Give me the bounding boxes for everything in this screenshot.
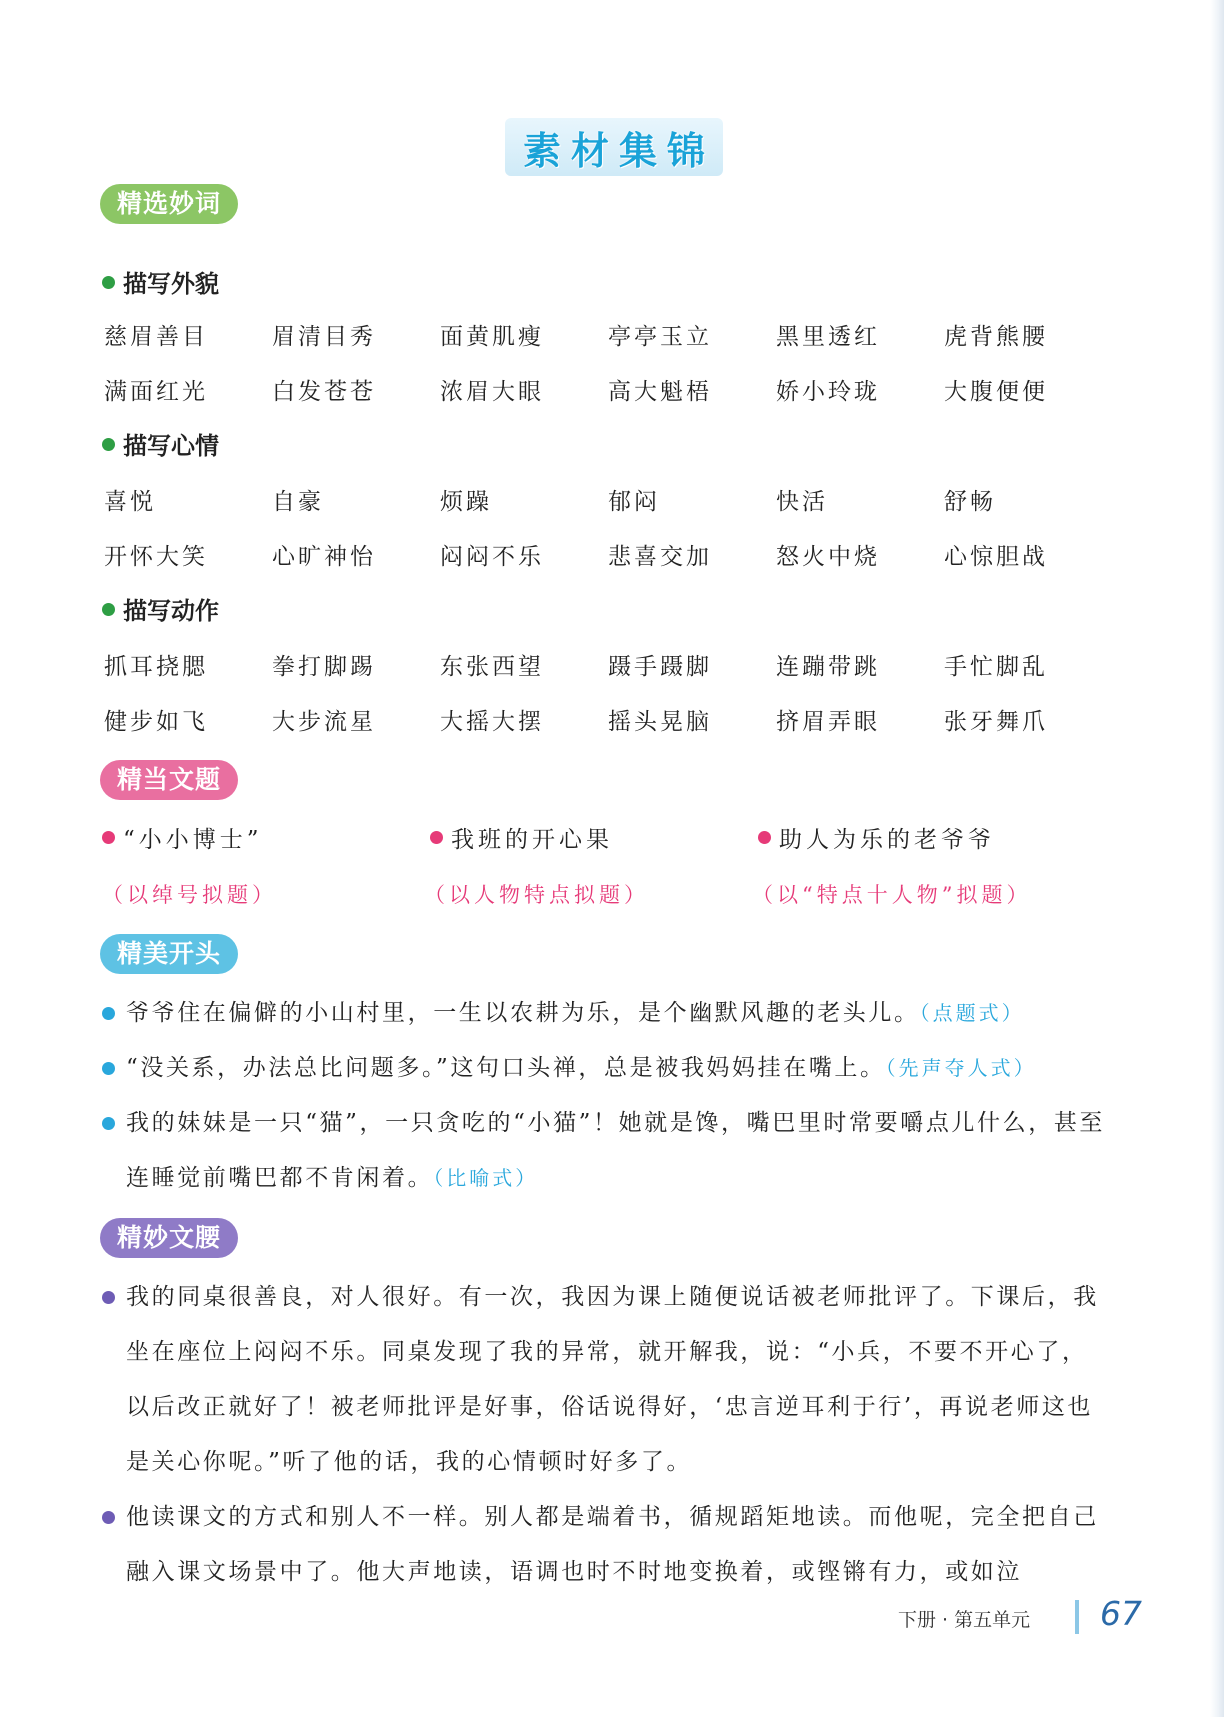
opening-item: 我的妹妹是一只“猫”，一只贪吃的“小猫”！她就是馋，嘴巴里时常要嚼点儿什么，甚至连睡觉前嘴巴都不肯闲着。（比喻式）	[102, 1096, 1107, 1206]
page-number: 67	[1100, 1594, 1142, 1633]
opening-tag: （点题式）	[919, 1001, 1025, 1025]
footer-unit: 下册 · 第五单元	[898, 1609, 1031, 1631]
bullet-icon	[102, 1062, 115, 1075]
word: 舒畅	[944, 489, 996, 515]
bullet-icon	[102, 1007, 115, 1020]
footer-divider	[1075, 1600, 1079, 1634]
word: 健步如飞	[104, 709, 208, 735]
word: 大腹便便	[944, 379, 1048, 405]
word: 开怀大笑	[104, 544, 208, 570]
word: 慈眉善目	[104, 324, 208, 350]
page-edge	[1210, 0, 1224, 1717]
bullet-icon	[102, 831, 115, 844]
subheading-appearance: 描写外貌	[102, 268, 219, 300]
word: 手忙脚乱	[944, 654, 1048, 680]
word: 大摇大摆	[440, 709, 544, 735]
word: 心旷神怡	[272, 544, 376, 570]
word: 心惊胆战	[944, 544, 1048, 570]
middle-list	[102, 1270, 1107, 1600]
page-title-box	[505, 118, 723, 176]
bullet-icon	[758, 831, 771, 844]
bullet-icon	[102, 276, 115, 289]
word: 摇头晃脑	[608, 709, 712, 735]
title-method: （以人物特点拟题）	[424, 883, 649, 907]
word: 东张西望	[440, 654, 544, 680]
word: 蹑手蹑脚	[608, 654, 712, 680]
middle-item: 他读课文的方式和别人不一样。别人都是端着书，循规蹈矩地读。而他呢，完全把自己融入课文场景中了。他大声地读，语调也时不时地变换着，或铿锵有力，或如泣	[102, 1490, 1107, 1600]
word: 黑里透红	[776, 324, 880, 350]
bullet-icon	[430, 831, 443, 844]
word: 喜悦	[104, 489, 156, 515]
bullet-icon	[102, 438, 115, 451]
opening-item: 爷爷住在偏僻的小山村里，一生以农耕为乐，是个幽默风趣的老头儿。（点题式）	[102, 986, 1107, 1041]
word: 浓眉大眼	[440, 379, 544, 405]
word: 眉清目秀	[272, 324, 376, 350]
word: 高大魁梧	[608, 379, 712, 405]
opening-list	[102, 986, 1107, 1206]
opening-tag: （比喻式）	[433, 1166, 539, 1190]
section-badge-middles: 精妙文腰	[100, 1218, 238, 1258]
section-badge-openings: 精美开头	[100, 934, 238, 974]
subheading-mood: 描写心情	[102, 430, 219, 462]
bullet-icon	[102, 603, 115, 616]
word: 自豪	[272, 489, 324, 515]
middle-item: 我的同桌很善良，对人很好。有一次，我因为课上随便说话被老师批评了。下课后，我坐在座位上闷闷不乐。同桌发现了我的异常，就开解我，说：“小兵，不要不开心了，以后改正就好了！被老师批评是好事，俗话说得好，‘忠言逆耳利于行’，再说老师这也是关心你呢。”听了他的话，我的心情顿时好多了。	[102, 1270, 1107, 1490]
word: 烦躁	[440, 489, 492, 515]
word: 面黄肌瘦	[440, 324, 544, 350]
subheading-action: 描写动作	[102, 595, 219, 627]
bullet-icon	[102, 1117, 115, 1130]
word: 满面红光	[104, 379, 208, 405]
word: 大步流星	[272, 709, 376, 735]
word: 抓耳挠腮	[104, 654, 208, 680]
word: 挤眉弄眼	[776, 709, 880, 735]
word: 连蹦带跳	[776, 654, 880, 680]
word: 拳打脚踢	[272, 654, 376, 680]
title-method: （以“特点十人物”拟题）	[752, 883, 1032, 907]
word: 郁闷	[608, 489, 660, 515]
word: 闷闷不乐	[440, 544, 544, 570]
word: 亭亭玉立	[608, 324, 712, 350]
word: 白发苍苍	[272, 379, 376, 405]
word: 悲喜交加	[608, 544, 712, 570]
word: 怒火中烧	[776, 544, 880, 570]
bullet-icon	[102, 1291, 115, 1304]
opening-item: “没关系，办法总比问题多。”这句口头禅，总是被我妈妈挂在嘴上。（先声夺人式）	[102, 1041, 1107, 1096]
section-badge-words: 精选妙词	[100, 184, 238, 224]
word: 虎背熊腰	[944, 324, 1048, 350]
page-title: 素材集锦	[522, 128, 715, 173]
bullet-icon	[102, 1511, 115, 1524]
essay-title-item: 助人为乐的老爷爷	[758, 824, 995, 856]
essay-title-item: 我班的开心果	[430, 824, 613, 856]
word: 张牙舞爪	[944, 709, 1048, 735]
word: 快活	[776, 489, 828, 515]
title-method: （以绰号拟题）	[102, 883, 277, 907]
section-badge-titles: 精当文题	[100, 760, 238, 800]
word: 娇小玲珑	[776, 379, 880, 405]
essay-title-item: “小小博士”	[102, 824, 263, 856]
opening-tag: （先声夺人式）	[885, 1056, 1037, 1080]
